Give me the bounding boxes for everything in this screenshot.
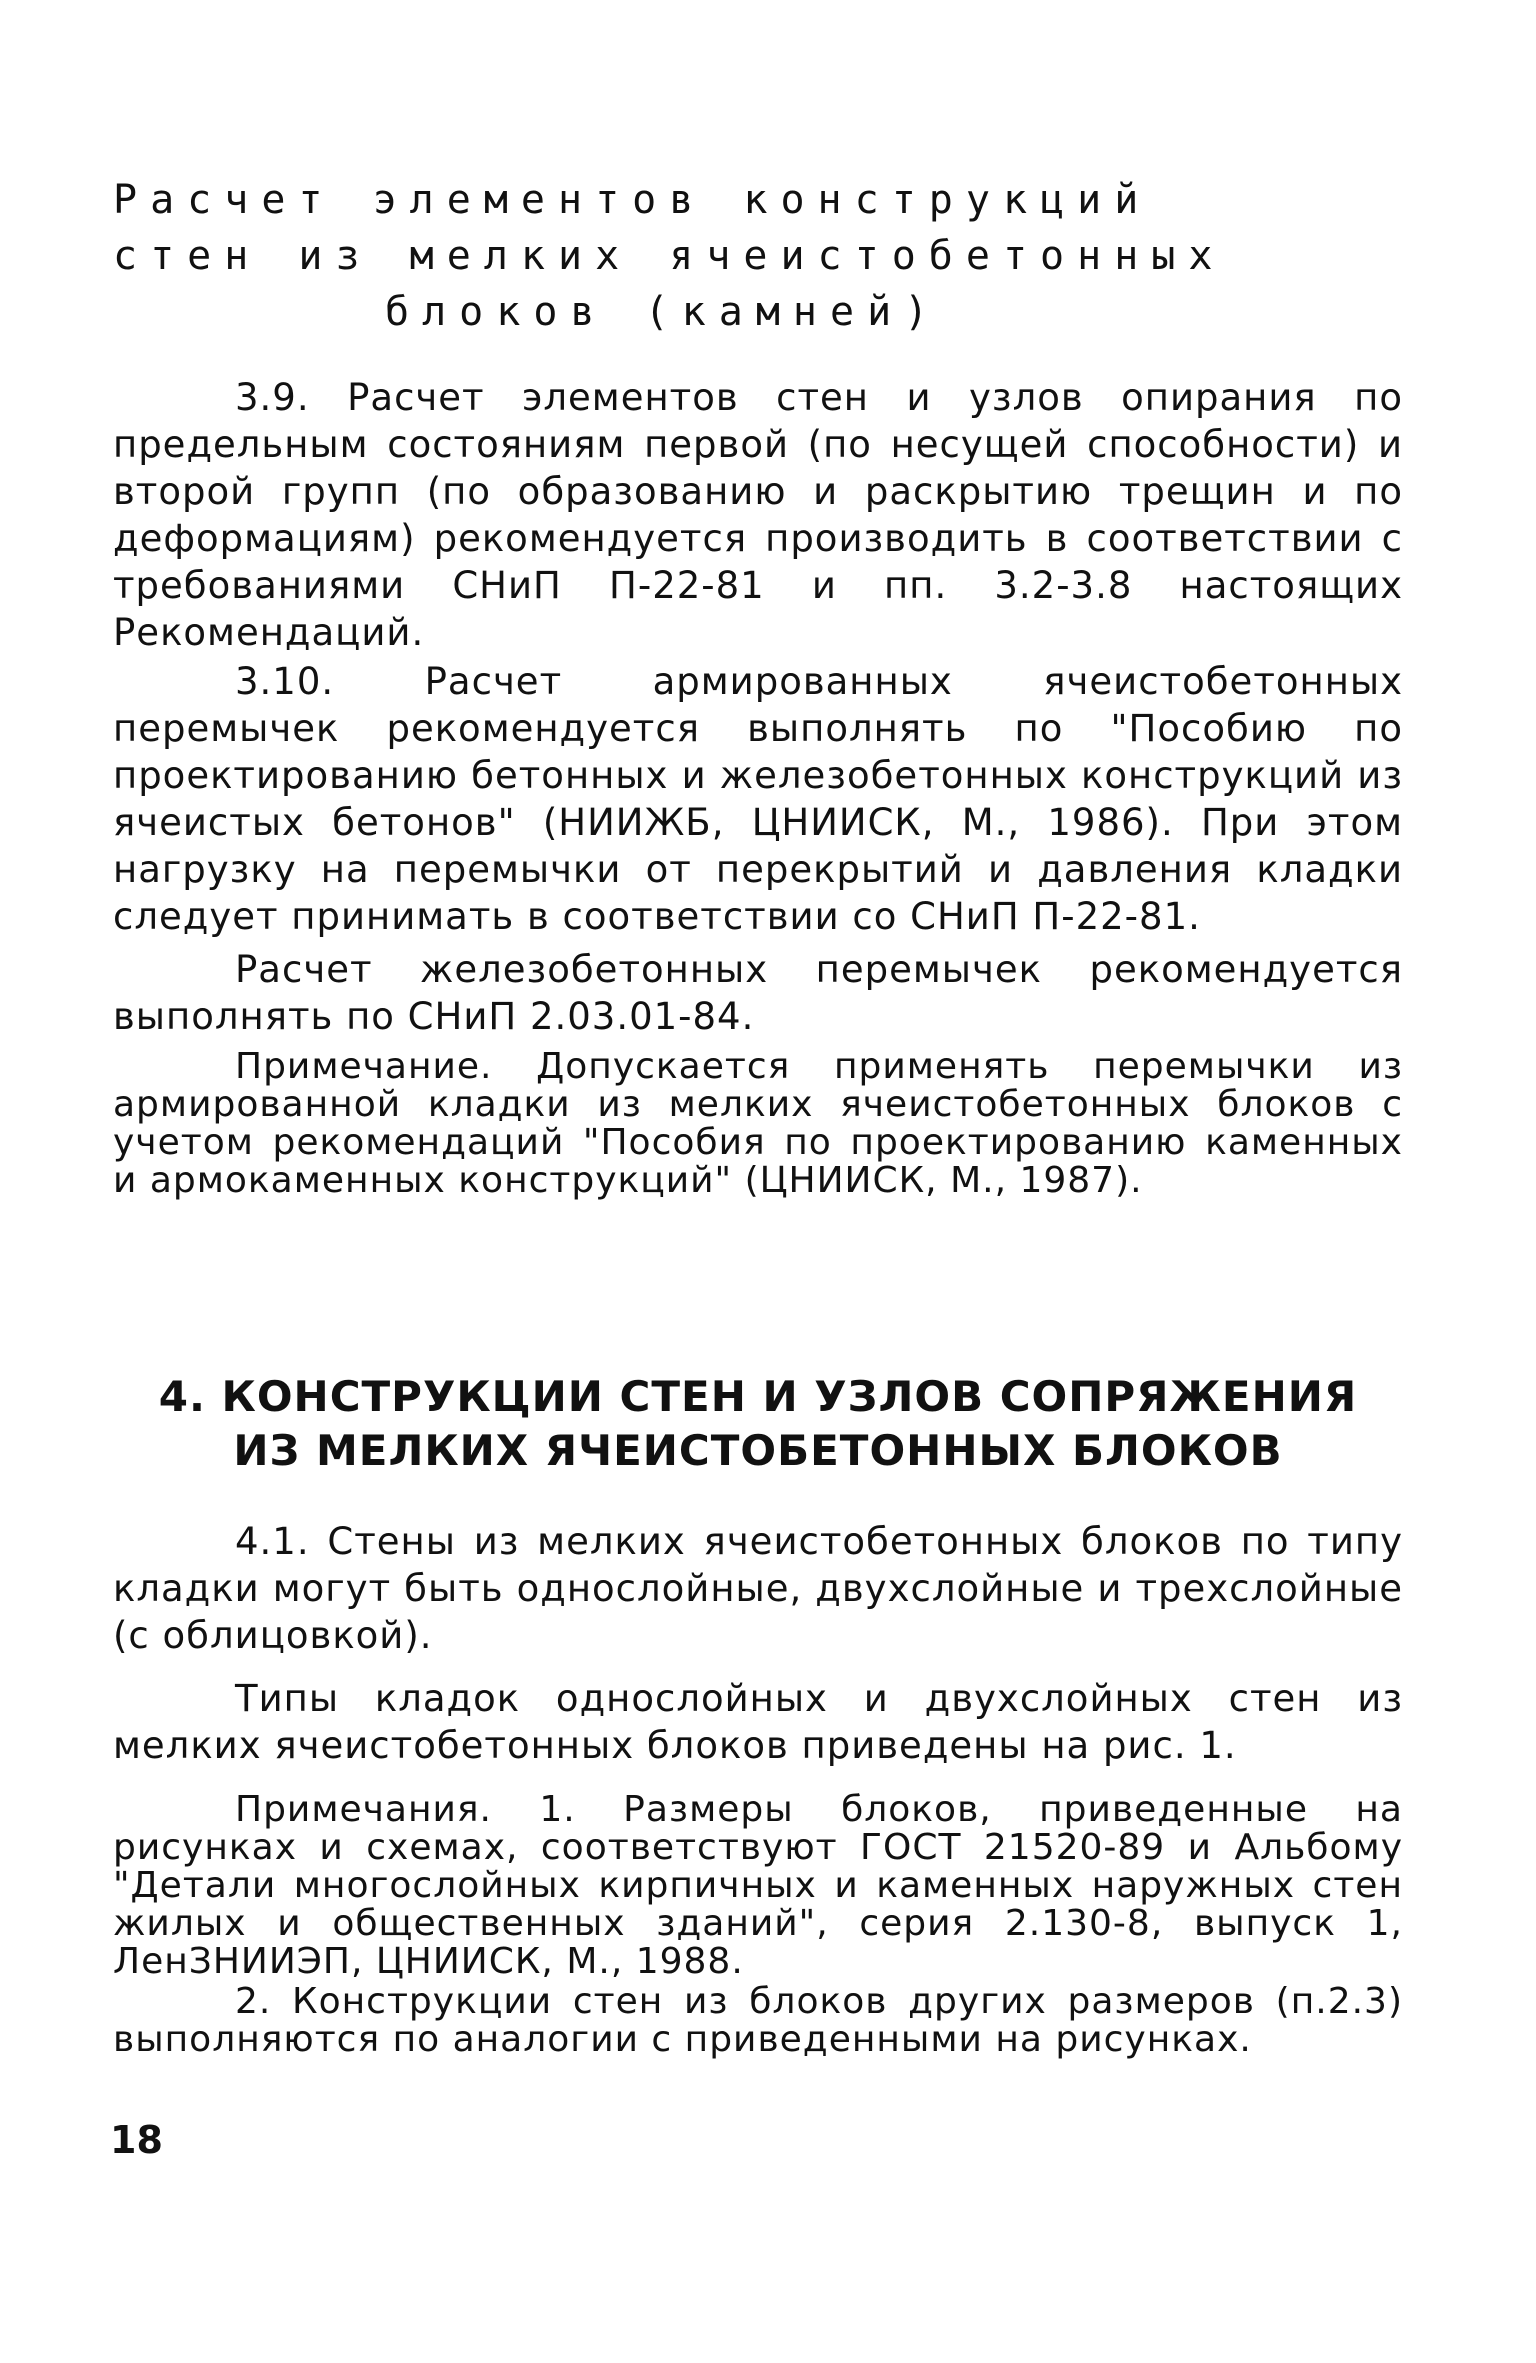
title-line-3: блоков (камней) — [385, 289, 942, 335]
title-line-2: стен из мелких ячеистобетонных — [113, 233, 1226, 279]
heading-line-1: 4. КОНСТРУКЦИИ СТЕН И УЗЛОВ СОПРЯЖЕНИЯ — [158, 1372, 1358, 1421]
section-4-heading — [113, 1370, 1403, 1478]
note-paragraph: Примечание. Допускается применять перемычки из армированной кладки из мелких ячеистобетонных блоков с учетом рекомендаций "Пособия по проектированию каменных и армокаменных конструкций" (ЦНИИСК, М., 1987). — [113, 1046, 1403, 1201]
paragraph-4-1: 4.1. Стены из мелких ячеистобетонных блоков по типу кладки могут быть однослойные, двухслойные и трехслойные (с облицовкой). — [113, 1520, 1403, 1657]
paragraph-masonry-types: Типы кладок однослойных и двухслойных стен из мелких ячеистобетонных блоков приведены на рис. 1. — [113, 1677, 1403, 1767]
notes-paragraph-2: 2. Конструкции стен из блоков других размеров (п.2.3) выполняются по аналогии с приведенными на рисунках. — [113, 1981, 1403, 2060]
notes-paragraph-1: Примечания. 1. Размеры блоков, приведенные на рисунках и схемах, соответствуют ГОСТ 21520-89 и Альбому "Детали многослойных кирпичных и каменных наружных стен жилых и общественных зданий", серия 2.130-8, выпуск 1, ЛенЗНИИЭП, ЦНИИСК, М., 1988. — [113, 1789, 1403, 1982]
page-number: 18 — [110, 2118, 163, 2162]
paragraph-3-10: 3.10. Расчет армированных ячеистобетонных перемычек рекомендуется выполнять по "Пособию по проектированию бетонных и железобетонных конструкций из ячеистых бетонов" (НИИЖБ, ЦНИИСК, М., 1986). При этом нагрузку на перемычки от перекрытий и давления кладки следует принимать в соответствии со СНиП П-22-81. — [113, 660, 1403, 938]
section-3-body — [113, 374, 1403, 1200]
paragraph-lintels: Расчет железобетонных перемычек рекомендуется выполнять по СНиП 2.03.01-84. — [113, 948, 1403, 1038]
paragraph-3-9: 3.9. Расчет элементов стен и узлов опирания по предельным состояниям первой (по несущей способности) и второй групп (по образованию и раскрытию трещин и по деформациям) рекомендуется производить в соответствии с требованиями СНиП П-22-81 и пп. 3.2-3.8 настоящих Рекомендаций. — [113, 376, 1403, 654]
subsection-title — [113, 172, 1403, 340]
section-4-body — [113, 1518, 1403, 2059]
heading-line-2: ИЗ МЕЛКИХ ЯЧЕИСТОБЕТОННЫХ БЛОКОВ — [233, 1426, 1283, 1475]
title-line-1: Расчет элементов конструкций — [113, 177, 1152, 223]
